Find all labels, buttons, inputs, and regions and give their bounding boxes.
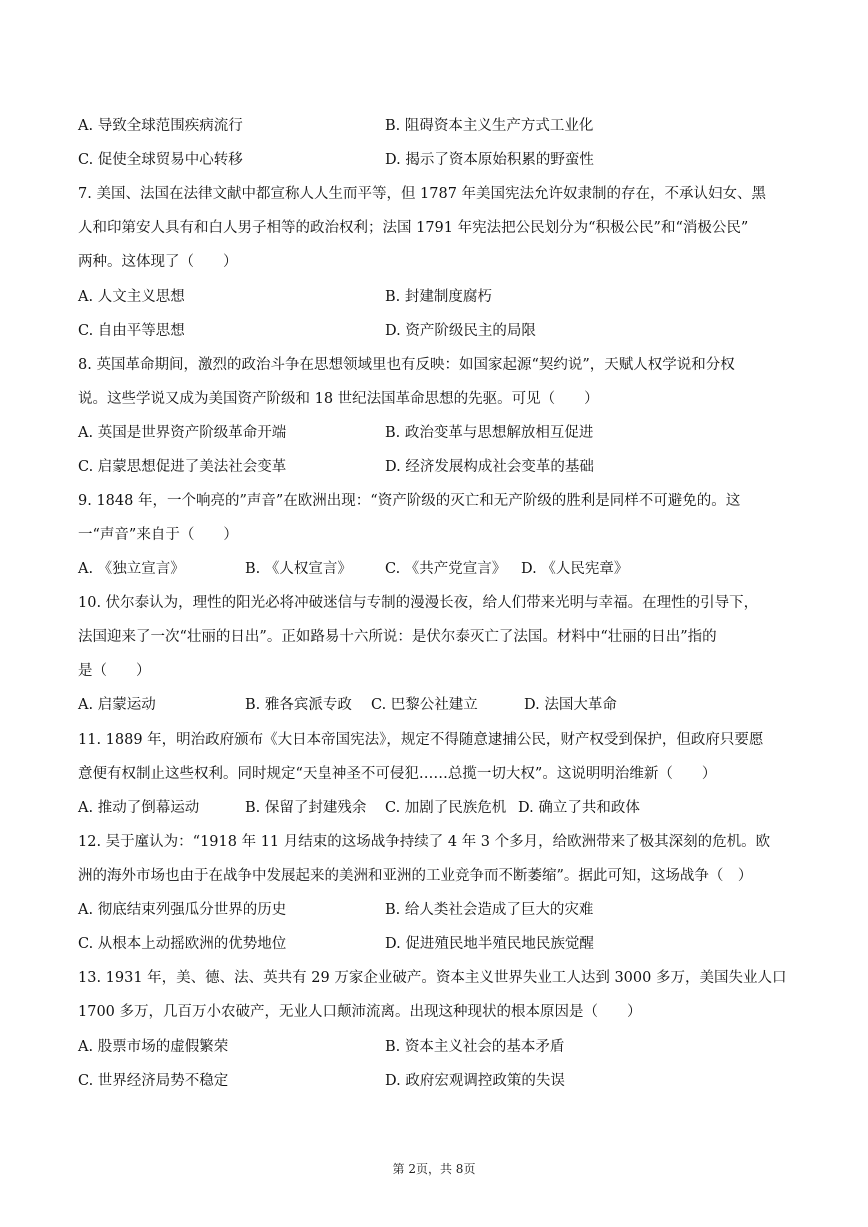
question-10-stem-line: 法国迎来了一次“壮丽的日出”。正如路易十六所说：是伏尔泰灭亡了法国。材料中“壮丽的日出”指的 [78,629,717,645]
question-12-stem-line: 洲的海外市场也由于在战争中发展起来的美洲和亚洲的工业竞争而不断萎缩”。据此可知，这场战争（ ） [78,868,753,884]
question-10-option-d: D. 法国大革命 [524,697,617,713]
question-12-option-d: D. 促进殖民地半殖民地民族觉醒 [385,936,594,952]
question-11-option-b: B. 保留了封建残余 [245,800,367,816]
option-b: B. 阻碍资本主义生产方式工业化 [385,118,594,134]
question-8-option-c: C. 启蒙思想促进了美法社会变革 [78,459,287,475]
option-d: D. 揭示了资本原始积累的野蛮性 [385,152,594,168]
question-7-stem-line: 人和印第安人具有和白人男子相等的政治权利；法国 1791 年宪法把公民划分为“积极公民”和“消极公民” [78,220,749,236]
question-13-option-a: A. 股票市场的虚假繁荣 [78,1039,229,1055]
question-7-stem-line: 两种。这体现了（ ） [78,254,238,270]
question-7-option-d: D. 资产阶级民主的局限 [385,323,536,339]
question-9-option-b: B. 《人权宣言》 [245,561,352,577]
option-a: A. 导致全球范围疾病流行 [78,118,243,134]
question-11-option-c: C. 加剧了民族危机 [385,800,507,816]
question-9-option-c: C. 《共产党宣言》 [385,561,507,577]
question-11-stem-line: 11. 1889 年，明治政府颁布《大日本帝国宪法》，规定不得随意逮捕公民，财产权受到保护，但政府只要愿 [78,732,764,748]
question-7-option-c: C. 自由平等思想 [78,323,185,339]
question-11-stem-line: 意便有权制止这些权利。同时规定“天皇神圣不可侵犯……总揽一切大权”。这说明明治维新（ ） [78,766,717,782]
question-12-stem-line: 12. 吴于廑认为：“1918 年 11 月结束的这场战争持续了 4 年 3 个多月，给欧洲带来了极其深刻的危机。欧 [78,834,771,850]
question-7-stem-line: 7. 美国、法国在法律文献中都宣称人人生而平等，但 1787 年美国宪法允许奴隶制的存在，不承认妇女、黑 [78,186,767,202]
question-13-stem-line: 1700 多万，几百万小农破产，无业人口颠沛流离。出现这种现状的根本原因是（ ） [78,1004,642,1020]
question-8-stem-line: 8. 英国革命期间，激烈的政治斗争在思想领域里也有反映：如国家起源“契约说”，天赋人权学说和分权 [78,357,735,373]
question-8-option-d: D. 经济发展构成社会变革的基础 [385,459,594,475]
question-7-option-a: A. 人文主义思想 [78,289,185,305]
question-12-option-b: B. 给人类社会造成了巨大的灾难 [385,902,594,918]
question-10-stem-line: 10. 伏尔泰认为，理性的阳光必将冲破迷信与专制的漫漫长夜，给人们带来光明与幸福。在理性的引导下， [78,595,759,611]
question-10-option-b: B. 雅各宾派专政 [245,697,352,713]
question-12-option-a: A. 彻底结束列强瓜分世界的历史 [78,902,287,918]
option-c: C. 促使全球贸易中心转移 [78,152,243,168]
question-9-option-a: A. 《独立宣言》 [78,561,185,577]
question-13-option-d: D. 政府宏观调控政策的失误 [385,1073,565,1089]
question-8-stem-line: 说。这些学说又成为美国资产阶级和 18 世纪法国革命思想的先驱。可见（ ） [78,391,599,407]
question-9-stem-line: 一“声音”来自于（ ） [78,527,238,543]
question-10-stem-line: 是（ ） [78,663,151,679]
question-11-option-a: A. 推动了倒幕运动 [78,800,200,816]
question-9-stem-line: 9. 1848 年，一个响亮的”声音”在欧洲出现：“资产阶级的灭亡和无产阶级的胜利是同样不可避免的。这 [78,493,741,509]
question-13-stem-line: 13. 1931 年，美、德、法、英共有 29 万家企业破产。资本主义世界失业工人达到 3000 多万，美国失业人口 [78,970,787,986]
question-7-option-b: B. 封建制度腐朽 [385,289,492,305]
question-9-option-d: D. 《人民宪章》 [521,561,629,577]
question-10-option-c: C. 巴黎公社建立 [371,697,478,713]
question-13-option-b: B. 资本主义社会的基本矛盾 [385,1039,565,1055]
question-10-option-a: A. 启蒙运动 [78,697,156,713]
question-8-option-b: B. 政治变革与思想解放相互促进 [385,425,594,441]
question-13-option-c: C. 世界经济局势不稳定 [78,1073,229,1089]
page-number-footer: 第 2页，共 8页 [392,1162,476,1176]
question-12-option-c: C. 从根本上动摇欧洲的优势地位 [78,936,287,952]
question-8-option-a: A. 英国是世界资产阶级革命开端 [78,425,287,441]
question-11-option-d: D. 确立了共和政体 [518,800,640,816]
